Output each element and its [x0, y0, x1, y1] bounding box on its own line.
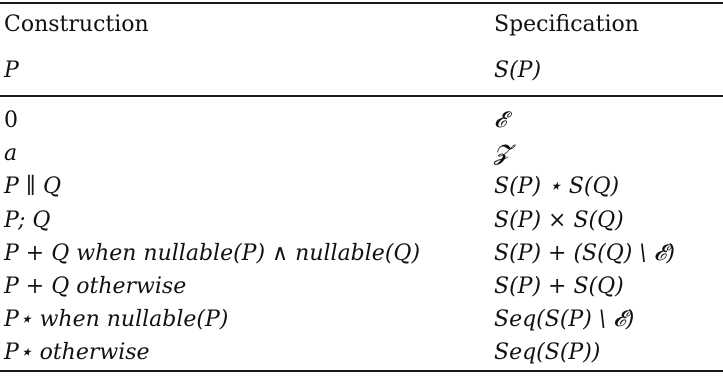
construction-cell: 0: [4, 108, 18, 133]
specification-cell: Seq(S(P) \ 𝓔): [494, 307, 635, 333]
bottom-rule: [0, 370, 723, 372]
specification-cell: S(P) + S(Q): [494, 274, 624, 299]
construction-cell: P ∥ Q: [4, 174, 61, 200]
specification-cell: S(P) + (S(Q) \ 𝓔): [494, 240, 675, 266]
header-specification: Specification: [494, 12, 639, 37]
construction-cell: a: [4, 141, 18, 167]
construction-cell: P + Q when nullable(P) ∧ nullable(Q): [4, 240, 421, 266]
specification-cell: S(P) ⋆ S(Q): [494, 174, 620, 200]
subheader-construction: P: [4, 58, 19, 83]
header-construction: Construction: [4, 12, 149, 37]
construction-cell: P⋆ when nullable(P): [4, 307, 229, 333]
specification-cell: 𝓔: [494, 108, 507, 133]
construction-cell: P; Q: [4, 207, 51, 233]
construction-cell: P⋆ otherwise: [4, 340, 150, 366]
top-rule: [0, 2, 723, 4]
midrule: [0, 95, 723, 97]
construction-cell: P + Q otherwise: [4, 274, 187, 299]
subheader-specification: S(P): [494, 58, 542, 83]
specification-cell: 𝓩: [494, 141, 510, 167]
specification-cell: Seq(S(P)): [494, 340, 601, 366]
specification-cell: S(P) × S(Q): [494, 207, 624, 233]
